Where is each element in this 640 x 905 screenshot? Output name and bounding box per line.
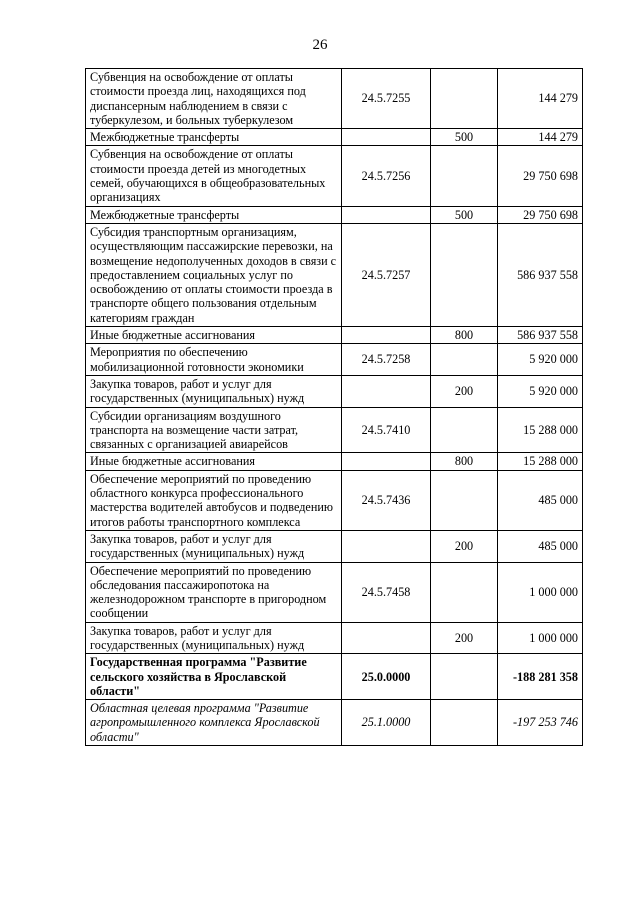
row-amount-cell: 5 920 000 (498, 344, 583, 376)
row-code-cell (342, 530, 431, 562)
row-code-cell (342, 622, 431, 654)
table-row (86, 453, 583, 470)
row-expense-kind-cell: 800 (431, 327, 498, 344)
row-amount-cell: 144 279 (498, 69, 583, 129)
table-row (86, 206, 583, 223)
row-name-cell: Мероприятия по обеспечению мобилизационной готовности экономики (86, 344, 342, 376)
row-expense-kind-cell (431, 146, 498, 206)
row-code-cell (342, 375, 431, 407)
row-amount-cell: -188 281 358 (498, 654, 583, 700)
row-code-cell: 24.5.7458 (342, 562, 431, 622)
row-amount-cell: 29 750 698 (498, 146, 583, 206)
row-code-cell (342, 129, 431, 146)
table-row (86, 69, 583, 129)
table-row (86, 146, 583, 206)
row-amount-cell: 485 000 (498, 470, 583, 530)
table-row (86, 129, 583, 146)
table-row (86, 344, 583, 376)
table-row (86, 407, 583, 453)
row-expense-kind-cell (431, 223, 498, 326)
row-code-cell: 24.5.7256 (342, 146, 431, 206)
row-expense-kind-cell: 200 (431, 530, 498, 562)
row-name-cell: Закупка товаров, работ и услуг для государственных (муниципальных) нужд (86, 622, 342, 654)
row-name-cell: Иные бюджетные ассигнования (86, 453, 342, 470)
row-expense-kind-cell (431, 700, 498, 746)
table-row (86, 530, 583, 562)
row-code-cell: 24.5.7255 (342, 69, 431, 129)
row-expense-kind-cell: 500 (431, 129, 498, 146)
row-expense-kind-cell: 200 (431, 375, 498, 407)
budget-table (85, 68, 583, 746)
row-name-cell: Межбюджетные трансферты (86, 206, 342, 223)
row-expense-kind-cell (431, 344, 498, 376)
row-amount-cell: 1 000 000 (498, 622, 583, 654)
row-code-cell (342, 453, 431, 470)
row-name-cell: Субсидии организациям воздушного транспорта на возмещение части затрат, связанных с организацией авиарейсов (86, 407, 342, 453)
row-name-cell: Межбюджетные трансферты (86, 129, 342, 146)
row-amount-cell: 586 937 558 (498, 223, 583, 326)
row-code-cell (342, 327, 431, 344)
row-expense-kind-cell: 500 (431, 206, 498, 223)
row-code-cell: 24.5.7257 (342, 223, 431, 326)
row-name-cell: Государственная программа "Развитие сельского хозяйства в Ярославской области" (86, 654, 342, 700)
table-row (86, 622, 583, 654)
row-amount-cell: 15 288 000 (498, 453, 583, 470)
row-code-cell: 24.5.7436 (342, 470, 431, 530)
table-row (86, 375, 583, 407)
row-name-cell: Субвенция на освобождение от оплаты стоимости проезда детей из многодетных семей, обучающихся в общеобразовательных организациях (86, 146, 342, 206)
table-row (86, 223, 583, 326)
row-name-cell: Субсидия транспортным организациям, осуществляющим пассажирские перевозки, на возмещение недополученных доходов в связи с предоставлением социальных услуг по освобождению от оплаты стоимости проезда в транспорте общего пользования отдельным категориям граждан (86, 223, 342, 326)
row-name-cell: Иные бюджетные ассигнования (86, 327, 342, 344)
row-expense-kind-cell (431, 69, 498, 129)
row-name-cell: Обеспечение мероприятий по проведению областного конкурса профессионального мастерства водителей автобусов и подведению итогов работы транспортного комплекса (86, 470, 342, 530)
table-row (86, 562, 583, 622)
row-name-cell: Закупка товаров, работ и услуг для государственных (муниципальных) нужд (86, 530, 342, 562)
row-code-cell: 24.5.7410 (342, 407, 431, 453)
row-code-cell: 25.1.0000 (342, 700, 431, 746)
table-row (86, 470, 583, 530)
row-name-cell: Областная целевая программа "Развитие агропромышленного комплекса Ярославской области" (86, 700, 342, 746)
budget-table-body (86, 69, 583, 746)
row-expense-kind-cell (431, 654, 498, 700)
table-row (86, 700, 583, 746)
row-name-cell: Обеспечение мероприятий по проведению обследования пассажиропотока на железнодорожном транспорте в пригородном сообщении (86, 562, 342, 622)
row-code-cell: 25.0.0000 (342, 654, 431, 700)
row-code-cell: 24.5.7258 (342, 344, 431, 376)
row-expense-kind-cell: 200 (431, 622, 498, 654)
row-amount-cell: -197 253 746 (498, 700, 583, 746)
row-amount-cell: 586 937 558 (498, 327, 583, 344)
row-name-cell: Субвенция на освобождение от оплаты стоимости проезда лиц, находящихся под диспансерным наблюдением в связи с туберкулезом, и больных туберкулезом (86, 69, 342, 129)
row-expense-kind-cell: 800 (431, 453, 498, 470)
page-number: 26 (312, 37, 328, 53)
row-amount-cell: 144 279 (498, 129, 583, 146)
row-amount-cell: 5 920 000 (498, 375, 583, 407)
table-row (86, 654, 583, 700)
row-amount-cell: 15 288 000 (498, 407, 583, 453)
row-name-cell: Закупка товаров, работ и услуг для государственных (муниципальных) нужд (86, 375, 342, 407)
row-expense-kind-cell (431, 470, 498, 530)
table-row (86, 327, 583, 344)
row-amount-cell: 485 000 (498, 530, 583, 562)
row-expense-kind-cell (431, 407, 498, 453)
row-code-cell (342, 206, 431, 223)
row-amount-cell: 1 000 000 (498, 562, 583, 622)
row-expense-kind-cell (431, 562, 498, 622)
row-amount-cell: 29 750 698 (498, 206, 583, 223)
